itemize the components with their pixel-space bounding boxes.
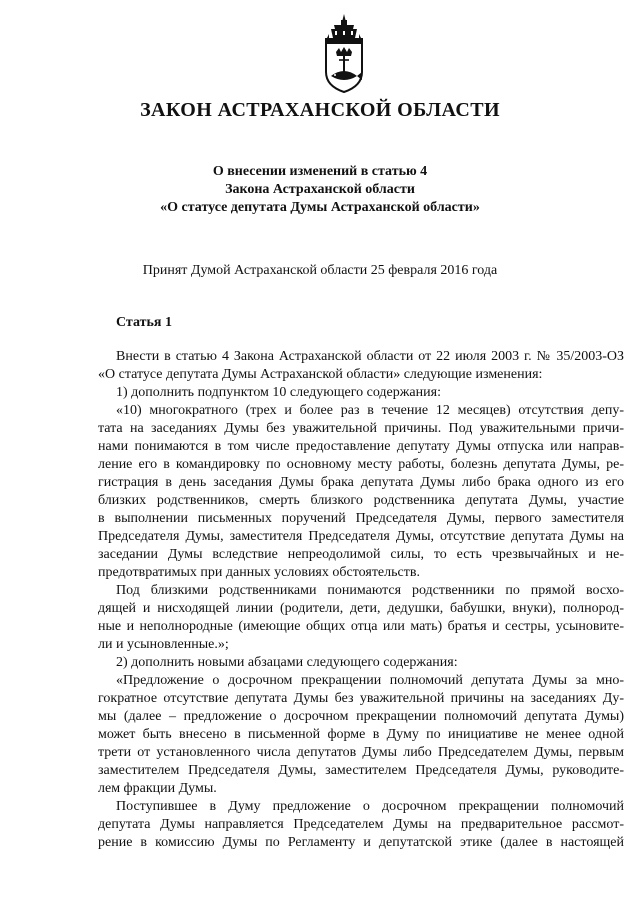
body-text-line: ли и усыновленные.»;: [98, 637, 229, 652]
body-text-line: Под близкими родственниками понимаются родственники по прямой восхо-: [116, 583, 624, 598]
body-text-line: заседании Думы вследствие непреодолимой силы, то есть чрезвычайных и не-: [98, 547, 624, 562]
body-text-line: нами понимаются в том числе предоставление депутату Думы отпуска или направ-: [98, 439, 624, 454]
body-text-line: «Предложение о досрочном прекращении полномочий депутата Думы за мно-: [116, 673, 624, 688]
body-text-line: «10) многократного (трех и более раз в течение 12 месяцев) отсутствия депу-: [116, 403, 624, 418]
body-text-line: Поступившее в Думу предложение о досрочном прекращении полномочий: [116, 799, 624, 814]
body-text-line: ление его в командировку по основному месту работы, болезнь депутата Думы, ре-: [98, 457, 624, 472]
body-text-line: близких родственников, смерть близкого родственника депутата Думы, участие: [98, 493, 624, 508]
law-title: ЗАКОН АСТРАХАНСКОЙ ОБЛАСТИ: [140, 99, 500, 121]
article-heading: Статья 1: [116, 315, 172, 330]
adoption-date-line: Принят Думой Астраханской области 25 февраля 2016 года: [142, 263, 498, 278]
body-text-line: в выполнении письменных поручений Председателя Думы, первого заместителя: [98, 511, 624, 526]
body-text-line: дящей и нисходящей линии (родители, дети, дедушки, бабушки, внуки), полнород-: [98, 601, 624, 616]
body-text-line: рение в комиссию Думы по Регламенту и депутатской этике (далее в настоящей: [98, 835, 624, 850]
body-text-line: гократное отсутствие депутата Думы без уважительной причины на заседаниях Ду-: [98, 691, 624, 706]
body-text-line: «О статусе депутата Думы Астраханской области» следующие изменения:: [98, 367, 543, 382]
body-text-line: депутата Думы направляется Председателем Думы на предварительное рассмот-: [98, 817, 624, 832]
body-text-line: 1) дополнить подпунктом 10 следующего содержания:: [116, 385, 441, 400]
body-text-line: Внести в статью 4 Закона Астраханской области от 22 июля 2003 г. № 35/2003-ОЗ: [116, 349, 624, 364]
body-text-line: трети от установленного числа депутатов Думы либо Председателем Думы, первым: [98, 745, 624, 760]
body-text-line: лем фракции Думы.: [98, 781, 217, 796]
body-text-line: заместителем Председателя Думы, заместителем Председателя Думы, руководите-: [98, 763, 624, 778]
body-text-line: предотвратимых при данных условиях обстоятельств.: [98, 565, 420, 580]
body-text-line: тата на заседаниях Думы без уважительной причины. Под уважительными причи-: [98, 421, 624, 436]
body-text-line: гистрация в день заседания Думы брака депутата Думы либо брака одного из его: [98, 475, 624, 490]
body-text-line: ные и неполнородные (имеющие общих отца или мать) братья и сестры, усыновите-: [98, 619, 624, 634]
document-subtitle-line: «О статусе депутата Думы Астраханской области»: [160, 200, 480, 215]
body-text-line: может быть внесено в письменной форме в Думу по инициативе не менее одной: [98, 727, 624, 742]
body-text-line: Председателя Думы, заместителя Председателя Думы, отсутствие депутата Думы на: [98, 529, 624, 544]
body-text-line: мы (далее – предложение о досрочном прекращении полномочий депутата Думы): [98, 709, 624, 724]
body-text-line: 2) дополнить новыми абзацами следующего содержания:: [116, 655, 458, 670]
coat-of-arms-icon: [319, 12, 369, 96]
document-subtitle-line: О внесении изменений в статью 4: [212, 164, 428, 179]
document-subtitle-line: Закона Астраханской области: [225, 182, 415, 197]
